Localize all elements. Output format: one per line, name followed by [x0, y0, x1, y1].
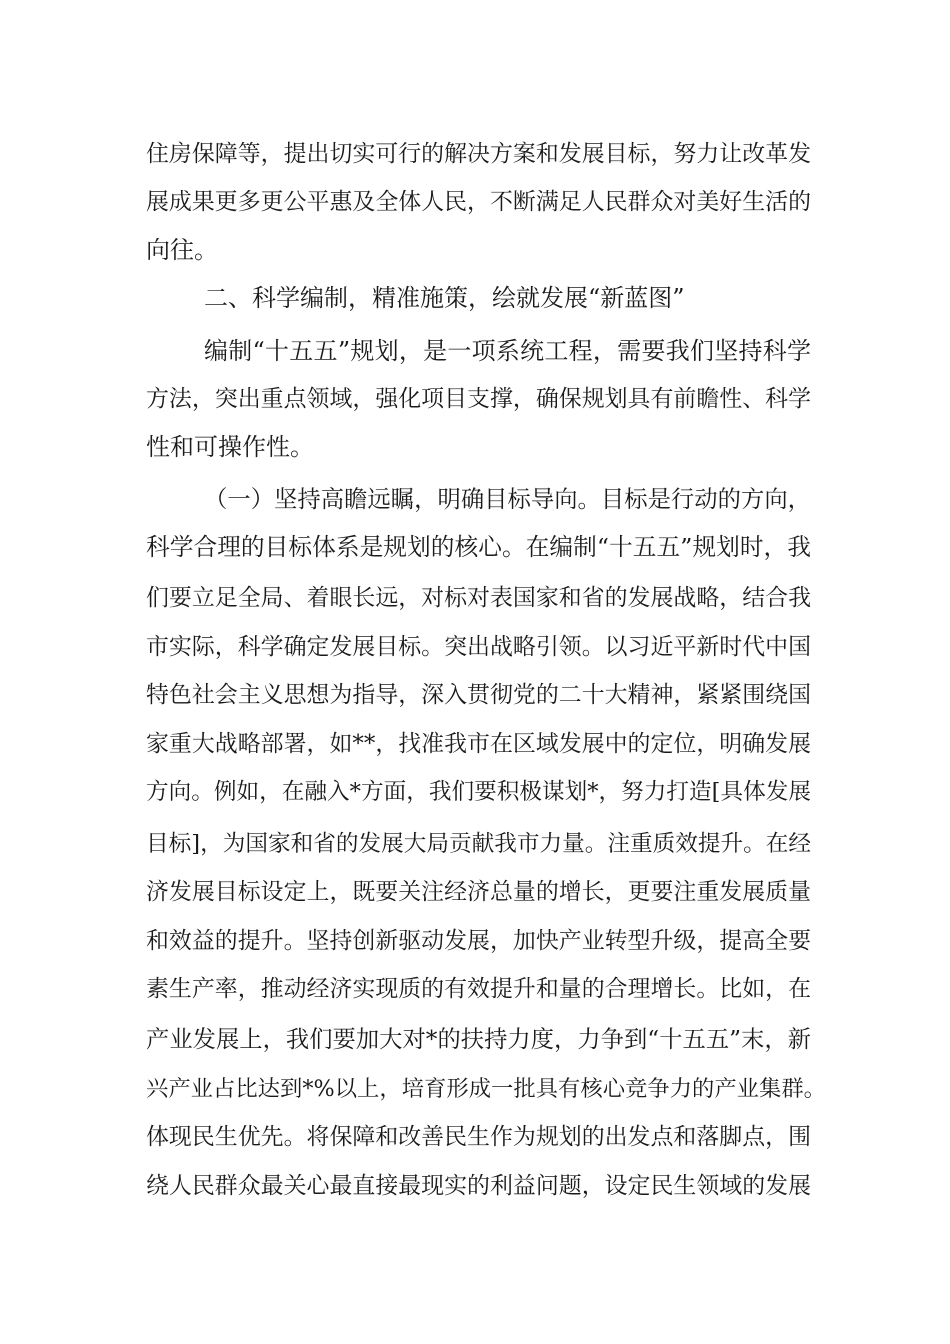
line-text: 们要立足全局、着眼长远，对标对表国家和省的发展战略，结合我 — [146, 585, 811, 611]
text-line — [0, 774, 950, 810]
text-line — [0, 580, 950, 616]
text-line — [0, 232, 950, 268]
line-text: 展成果更多更公平惠及全体人民，不断满足人民群众对美好生活的 — [146, 189, 811, 215]
line-text: （一）坚持高瞻远瞩，明确目标导向。目标是行动的方向， — [204, 485, 811, 513]
line-text: 特色社会主义思想为指导，深入贯彻党的二十大精神，紧紧围绕国 — [146, 682, 811, 708]
text-line — [0, 726, 950, 762]
line-text: 性和可操作性。 — [146, 433, 314, 461]
text-line — [0, 381, 950, 417]
text-line — [0, 1071, 950, 1107]
line-text: 目标]，为国家和省的发展大局贡献我市力量。注重质效提升。在经 — [146, 831, 811, 857]
section-heading — [0, 280, 950, 316]
text-line — [0, 826, 950, 862]
line-text: 住房保障等，提出切实可行的解决方案和发展目标，努力让改革发 — [146, 141, 811, 167]
line-text: 家重大战略部署，如**，找准我市在区域发展中的定位，明确发展 — [146, 731, 811, 757]
line-text: 和效益的提升。坚持创新驱动发展，加快产业转型升级，提高全要 — [146, 928, 811, 954]
text-line — [0, 1168, 950, 1204]
text-line — [0, 629, 950, 665]
line-text: 素生产率，推动经济实现质的有效提升和量的合理增长。比如，在 — [146, 976, 811, 1002]
line-text: 科学合理的目标体系是规划的核心。在编制“十五五”规划时，我 — [146, 533, 811, 561]
line-text: 兴产业占比达到*%以上，培育形成一批具有核心竞争力的产业集群。 — [146, 1076, 826, 1102]
text-line — [0, 677, 950, 713]
text-line — [0, 136, 950, 172]
line-text: 济发展目标设定上，既要关注经济总量的增长，更要注重发展质量 — [146, 879, 811, 905]
text-line — [0, 529, 950, 565]
text-line — [0, 429, 950, 465]
text-line — [0, 481, 950, 517]
line-text: 方法，突出重点领域，强化项目支撑，确保规划具有前瞻性、科学 — [146, 386, 811, 412]
line-text: 向往。 — [146, 236, 218, 264]
line-text: 体现民生优先。将保障和改善民生作为规划的出发点和落脚点，围 — [146, 1124, 811, 1150]
line-text: 绕人民群众最关心最直接最现实的利益问题，设定民生领域的发展 — [146, 1173, 811, 1199]
text-line — [0, 1119, 950, 1155]
text-line — [0, 1022, 950, 1058]
line-text: 编制“十五五”规划，是一项系统工程，需要我们坚持科学 — [204, 337, 811, 365]
line-text: 产业发展上，我们要加大对*的扶持力度，力争到“十五五”末，新 — [146, 1026, 811, 1053]
text-line — [0, 971, 950, 1007]
heading-text: 二、科学编制，精准施策，绘就发展“新蓝图” — [204, 284, 685, 312]
text-line — [0, 184, 950, 220]
line-text: 市实际，科学确定发展目标。突出战略引领。以习近平新时代中国 — [146, 634, 811, 660]
text-line — [0, 874, 950, 910]
text-line — [0, 333, 950, 369]
text-line — [0, 923, 950, 959]
line-text: 方向。例如，在融入*方面，我们要积极谋划*，努力打造[具体发展 — [146, 779, 811, 805]
